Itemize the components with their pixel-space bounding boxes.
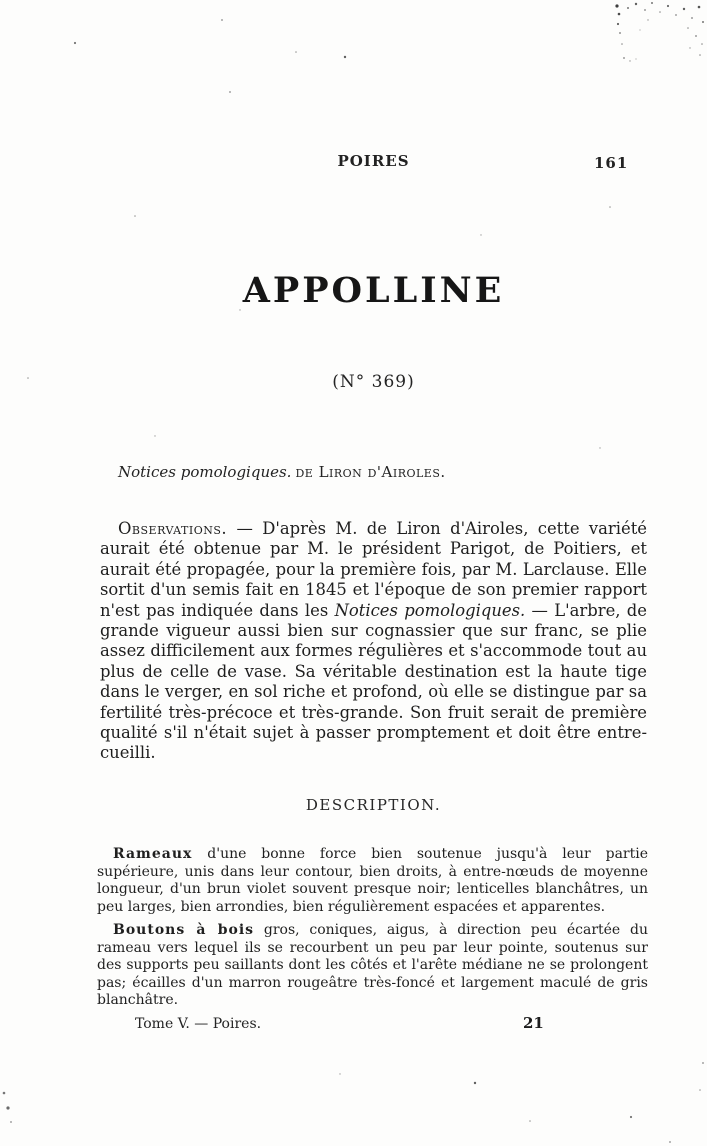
observations-text-1: — D'après M. de Liron d'Airoles, cette variété aurait été obtenue par M. le président Parigot, de Poitiers, et aurait été propagée, pour la première fois, par M. Larclause. Elle sortit d'un semis fait en 1845 et l'époque de son premier rapport n'est pas indiquée dans les bbox=[100, 519, 647, 620]
page-number: 161 bbox=[594, 154, 629, 172]
boutons-paragraph bbox=[97, 922, 648, 1010]
attribution-author: de Liron d'Airoles. bbox=[295, 463, 446, 481]
variety-title: APPOLLINE bbox=[242, 270, 505, 311]
footer-signature-number: 21 bbox=[523, 1014, 544, 1032]
variety-number: (N° 369) bbox=[332, 372, 415, 392]
boutons-text: gros, coniques, aigus, à direction peu écartée du rameau vers lequel ils se recourbent un peu par leur pointe, soutenus sur des supports peu saillants dont les côtés et l'arête médiane ne se prolongent pas; écailles d'un marron rougeâtre très-foncé et largement maculé de gris blanchâtre. bbox=[97, 922, 648, 1009]
boutons-lead: Boutons à bois bbox=[113, 922, 255, 938]
running-title: POIRES bbox=[337, 152, 410, 170]
rameaux-paragraph bbox=[97, 846, 648, 916]
attribution-line bbox=[118, 463, 446, 481]
footer-tome-label: Tome V. — Poires. bbox=[135, 1016, 262, 1032]
rameaux-lead: Rameaux bbox=[113, 846, 193, 862]
observations-italic-phrase: Notices pomologiques. bbox=[334, 600, 526, 620]
description-heading: DESCRIPTION. bbox=[305, 796, 442, 814]
observations-lead: Observations. bbox=[118, 519, 228, 538]
observations-text-2: — L'arbre, de grande vigueur aussi bien sur cognassier que sur franc, se plie assez difficilement aux formes régulières et s'accommode tout au plus de celle de vase. Sa véritable destination est la haute tige dans le verger, en sol riche et profond, où elle se distingue par sa fertilité très-précoce et très-grande. Son fruit serait de première qualité s'il n'était sujet à passer promptement et doit être entre-cueilli. bbox=[100, 600, 648, 763]
observations-paragraph bbox=[100, 519, 647, 764]
rameaux-text: d'une bonne force bien soutenue jusqu'à leur partie supérieure, unis dans leur contour, bien droits, à entre-nœuds de moyenne longueur, d'un brun violet souvent presque noir; lenticelles blanchâtres, un peu larges, bien arrondies, bien régulièrement espacées et apparentes. bbox=[97, 846, 648, 915]
attribution-work-title: Notices pomologiques. bbox=[118, 463, 292, 481]
